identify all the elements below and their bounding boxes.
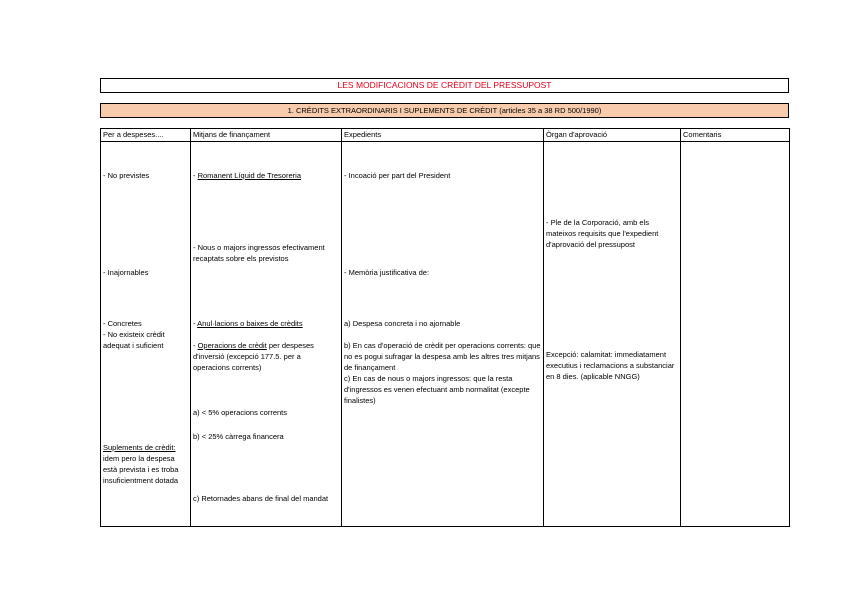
suplements-title: Suplements de crèdit: [103, 443, 176, 452]
operacions-credit-label: Operacions de crèdit [197, 341, 267, 350]
organ-column [544, 142, 681, 527]
excepcio: Excepció: calamitat: immediatament executius i reclamacions a substanciar en 8 dies. (aplicable NNGG) [546, 350, 675, 381]
memoria: - Memòria justificativa de: [344, 268, 430, 277]
comentaris-column [681, 142, 790, 527]
anul-lacions-label: Anul·lacions o baixes de crèdits [197, 319, 303, 328]
header-organ: Òrgan d'aprovació [544, 129, 681, 142]
no-previstes: - No previstes [103, 171, 150, 180]
romanent-label: Romanent Líquid de Tresoreria [197, 171, 301, 180]
header-finançament: Mitjans de finançament [191, 129, 342, 142]
expedients-column [342, 142, 544, 527]
finançament-b: b) < 25% càrrega financera [193, 432, 284, 441]
despeses-column [101, 142, 191, 527]
romanent: - Romanent Líquid de Tresoreria [193, 171, 301, 180]
ple-corporacio: - Ple de la Corporació, amb els mateixos requisits que l'expedient d'aprovació del pressupost [546, 218, 659, 249]
finançament-column [191, 142, 342, 527]
finançament-a: a) < 5% operacions corrents [193, 408, 288, 417]
header-expedients: Expedients [342, 129, 544, 142]
incoacio: - Incoació per part del President [344, 171, 451, 180]
inajornables: - Inajornables [103, 268, 149, 277]
nous-ingressos: - Nous o majors ingressos efectivament recaptats sobre els previstos [193, 243, 325, 263]
operacions-credit-text: per despeses d'inversió (excepció 177.5. per a operacions corrents) [193, 341, 314, 372]
expedients-a: a) Despesa concreta i no ajornable [344, 319, 461, 328]
expedients-b: b) En cas d'operació de crèdit per operacions corrents: que no es pogui sufragar la despesa amb les altres tres mitjans de finançament [344, 341, 541, 372]
operacions-credit: - Operacions de crèdit per despeses d'inversió (excepció 177.5. per a operacions corrents) [193, 341, 314, 372]
section-title: 1. CRÈDITS EXTRAORDINARIS I SUPLEMENTS DE CRÈDIT (articles 35 a 38 RD 500/1990) [100, 103, 789, 118]
page-title: LES MODIFICACIONS DE CRÈDIT DEL PRESSUPOST [100, 78, 789, 93]
concretes: - Concretes [103, 319, 142, 328]
no-existeix-credit: - No existeix crèdit adequat i suficient [103, 330, 165, 350]
header-despeses: Per a despeses.... [101, 129, 191, 142]
expedients-c: c) En cas de nous o majors ingressos: que la resta d'ingressos es venen efectuant amb normalitat (excepte finalistes) [344, 374, 530, 405]
anul-lacions: - Anul·lacions o baixes de crèdits [193, 319, 303, 328]
modifications-table [100, 128, 790, 527]
table-header-row [101, 129, 790, 142]
finançament-c: c) Retornades abans de final del mandat [193, 494, 329, 503]
header-comentaris: Comentaris [681, 129, 790, 142]
table-row [101, 142, 790, 527]
suplements-text: idem pero la despesa està prevista i es troba insuficientment dotada [103, 454, 179, 485]
